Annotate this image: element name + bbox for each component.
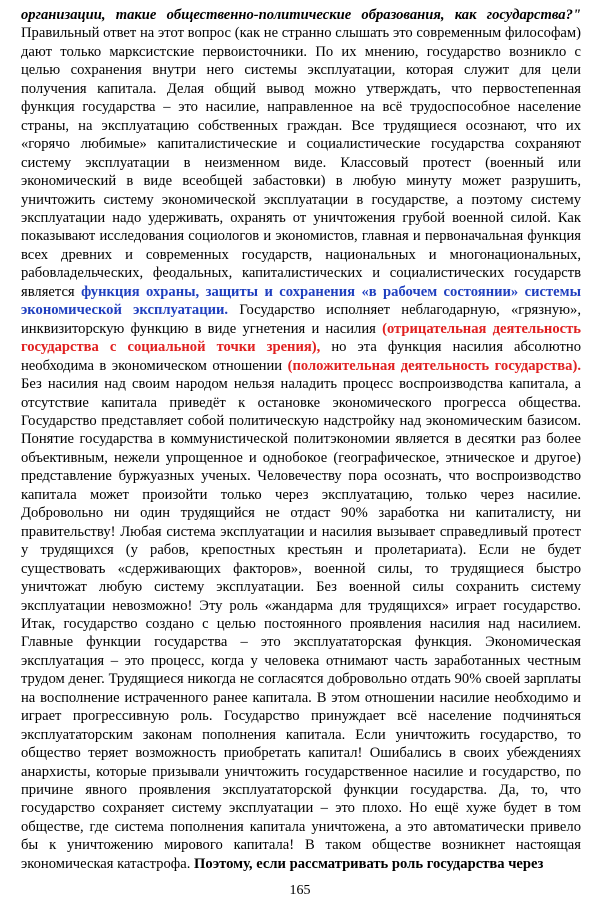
body-text xyxy=(21,6,581,873)
text-segment-1: Правильный ответ на этот вопрос (как не странно слышать это современным философам) дают только марксистские первоисточники. По их мнению, государство возникло с целью сохранения внутри него системы эксплуатации, которая служит для цели получения капитала. Делая общий вывод можно утверждать, что первостепенная функция государства – это насилие, направленное на всё трудоспособное население страны, на эксплуатацию собственных граждан. Все трудящиеся осознают, что их «горячо любимые» капиталистические и социалистические государства сохраняют систему эксплуатации в неизменном виде. Классовый протест (военный или экономический в виде всеобщей забастовки) в любую минуту может разрушить, уничтожить систему экономической эксплуатации в государстве, а поэтому систему эксплуатации надо удерживать, охранять от уничтожения грубой военной силой. Как показывают исследования социологов и экономистов, главная и первоначальная функция всех древних и современных государств, национальных и многонациональных, рабовладельческих, феодальных, капиталистических и социалистических государств является xyxy=(21,25,581,300)
highlight-red-negative: (отрицательная деятельность государства с социальной точки зрения), xyxy=(21,320,581,356)
highlight-blue-function: функция охраны, защиты и сохранения «в рабочем состоянии» системы экономической эксплуатации. xyxy=(21,283,581,319)
text-segment-2: Государство исполняет неблагодарную, «грязную», инквизиторскую функцию в виде угнетения и насилия xyxy=(21,302,581,337)
bold-closing: Поэтому, если рассматривать роль государства через xyxy=(194,855,544,872)
text-segment-3: но эта функция насилия абсолютно необходима в экономическом отношении xyxy=(21,339,581,374)
page-number: 165 xyxy=(289,883,311,898)
lead-question: организации, такие общественно-политические образования, как государства?" xyxy=(21,7,581,23)
text-segment-4: Без насилия над своим народом нельзя наладить процесс воспроизводства капитала, а отсутствие капитала приведёт к остановке экономического прогресса общества. Государство представляет собой политическую надстройку над экономическим базисом. Понятие государства в коммунистической политэкономии является в десятки раз более объективным, нежели упрощенное и однобокое (географическое, этническое и другое) представление буржуазных ученых. Человечеству пора осознать, что воспроизводство капитала может произойти только через эксплуатацию, только через насилие. Добровольно ни один трудящийся не отдаст 90% заработка ни капиталисту, ни правительству! Любая система эксплуатации и насилия вызывает справедливый протест у трудящихся (у рабов, крепостных крестьян и пролетариата). Если не будет существовать «сдерживающих факторов», военной силы, то трудящиеся быстро уничтожат любую систему эксплуатации. Без военной силы сохранить систему эксплуатации невозможно! Эту роль «жандарма для трудящихся» играет государство. Итак, государство создано с целью постоянного проявления насилия над насилием. Главные функции государства – это эксплуататорская функция. Экономическая эксплуатация – это процесс, когда у человека отнимают часть заработанных честным трудом денег. Трудящиеся никогда не согласятся добровольно отдать 90% своей зарплаты на восполнение истраченного ранее капитала. В этом отношении насилие необходимо и играет прогрессивную роль. Государство принуждает всё население подчиняться эксплуататорским законам пополнения капитала. Если уничтожить государство, то общество теряет возможность приобретать капитал! Ошибались в своих убеждениях анархисты, которые призывали уничтожить государственное насилие и государство, по причине явного проявления эксплуататорской функции государства. Да, то, что государство сохраняет систему эксплуатации – это плохо. Но ещё хуже будет в том обществе, где система пополнения капитала уничтожена, а это автоматически привело бы к уничтожению мирового капитала! В таком обществе возникнет настоящая экономическая катастрофа. xyxy=(21,376,581,872)
highlight-red-positive: (положительная деятельность государства). xyxy=(287,357,581,374)
